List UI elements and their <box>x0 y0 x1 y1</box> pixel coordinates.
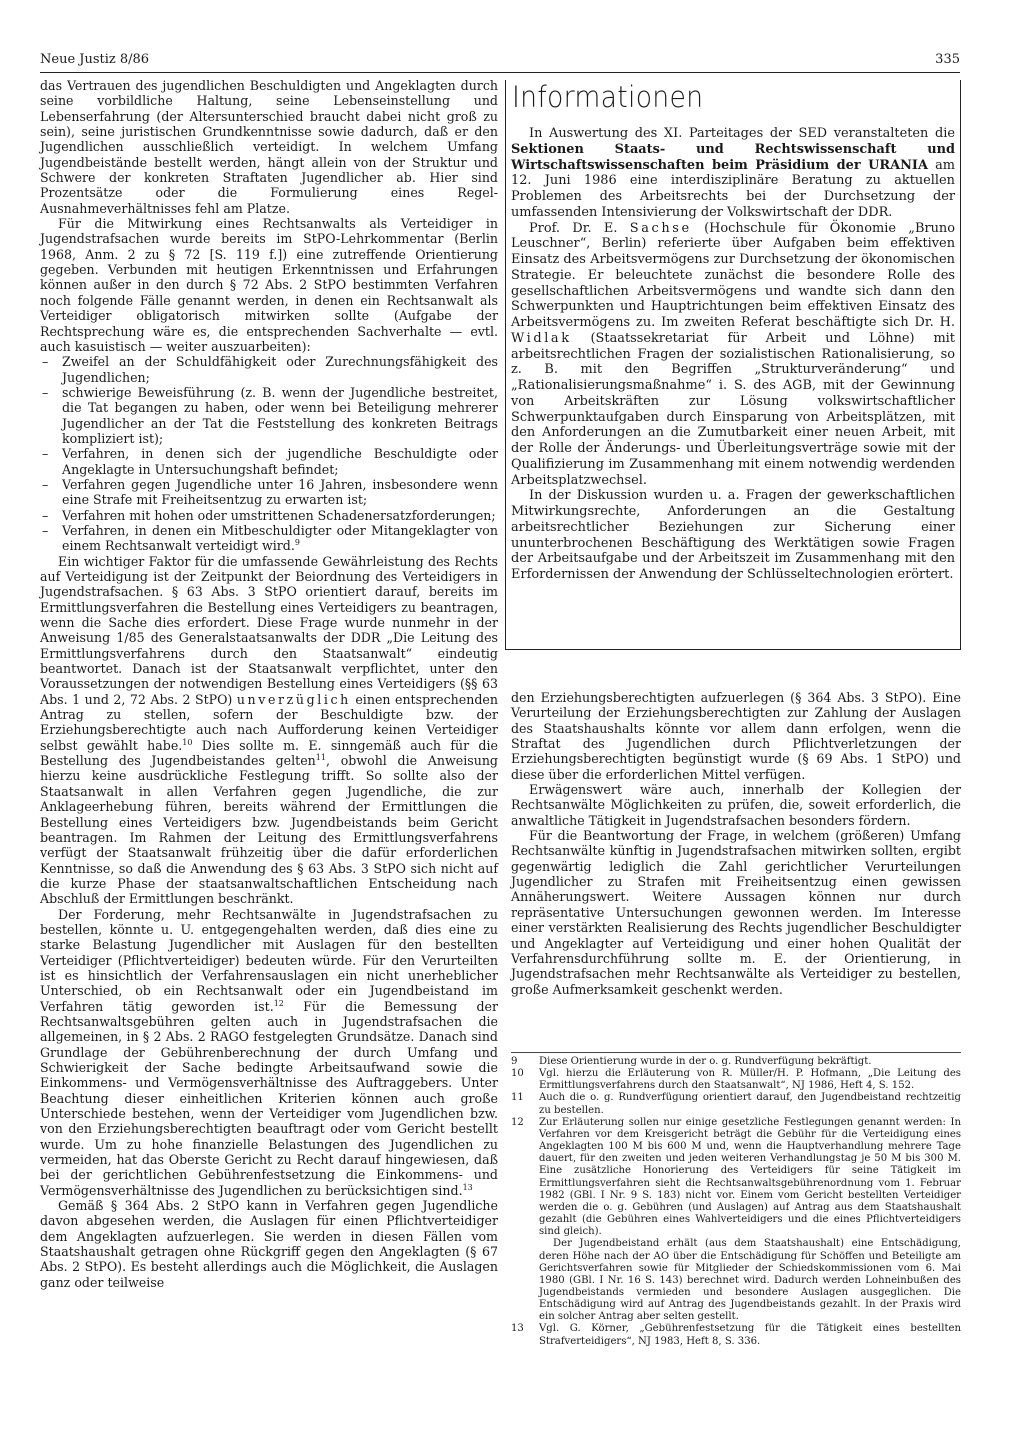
text-run: (Hochschule für Ökonomie „Bruno Leuschner“, Berlin) referierte über Aufgaben beim effektiven Einsatz des Arbeitsvermögens zur Durchsetzung der ökonomischen Strategie. Er beleuchtete zunächst die besondere Rolle des gesellschaftlichen Arbeitsvermögens und wandte sich dann den Schwerpunkten und Hauptrichtungen beim effektiven Einsatz des Arbeitsvermögens zu. Im zweiten Referat beschäftigte sich Dr. H. <box>511 220 955 330</box>
info-box-title: Informationen <box>512 80 704 114</box>
emphasis-spaced: unverzüglich <box>236 691 351 707</box>
footnote-text: Zur Erläuterung sollen nur einige gesetzliche Festlegungen genannt werden: In Verfahren vor dem Kreisgericht beträgt die Gebühr für die Verteidigung eines Angeklagten 100 M bis 600 M und, wenn die Hauptverhandlung mehrere Tage dauert, für den zweiten und jeden weiteren Verhandlungstag je 50 M bis 300 M. Eine zusätzliche Honorierung des Verteidigers für seine Tätigkeit im Ermittlungsverfahren sieht die Rechtsanwaltsgebührenordnung vom 1. Februar 1982 (GBl. I Nr. 9 S. 183) nicht vor. Einem vom Gericht bestellten Verteidiger werden die o. g. Gebühren (und Auslagen) auf Antrag aus dem Staatshaushalt gezahlt (die Gebühren eines Wahlverteidigers und die eines Pflichtverteidigers sind gleich). <box>539 1116 961 1238</box>
paragraph: das Vertrauen des jugendlichen Beschuldigten und Angeklagten durch seine vorbildliche Haltung, seine Lebenseinstellung und Lebenserfahrung (der Altersunterschied braucht dabei nicht groß zu sein), seine juristischen Grundkenntnisse sowie dadurch, daß er den Jugendlichen ausschließlich verteidigt. In welchem Umfang Jugendbeistände bestellt werden, hängt allein von der Struktur und Schwere der konkreten Straftaten Jugendlicher ab. Hier sind Prozentsätze oder die Formulierung eines Regel-Ausnahmeverhältnisses fehl am Platze. <box>40 78 498 216</box>
list-item: – schwierige Beweisführung (z. B. wenn der Jugendliche bestreitet, die Tat begangen zu haben, oder wenn bei Beteiligung mehrerer Jugendlicher an der Tat die Feststellung des konkreten Beitrags kompliziert ist); <box>40 385 498 446</box>
footnote-rule <box>511 1052 961 1053</box>
running-header <box>40 52 960 70</box>
journal-issue: Neue Justiz 8/86 <box>40 52 150 67</box>
footnote-ref: 11 <box>315 752 326 762</box>
paragraph: den Erziehungsberechtigten aufzuerlegen (§ 364 Abs. 3 StPO). Eine Verurteilung der Erziehungsberechtigten zur Zahlung der Auslagen des Staatshaushalts könnte vor allem dann erfolgen, wenn die Straftat des Jugendlichen durch Pflichtverletzungen der Erziehungsberechtigten begünstigt wurde (§ 69 Abs. 1 StPO) und diese über die erforderlichen Mittel verfügen. <box>511 690 961 782</box>
footnote-number: 12 <box>511 1116 524 1128</box>
footnote-ref: 12 <box>273 998 284 1008</box>
text-run: Dies sollte m. E. sinngemäß auch für die Bestellung des Jugendbeistandes gelten <box>40 737 498 769</box>
info-box-body <box>511 126 955 583</box>
footnote-text: Diese Orientierung wurde in der o. g. Rundverfügung bekräftigt. <box>539 1056 872 1067</box>
footnotes <box>511 1056 961 1348</box>
list-item <box>40 523 498 554</box>
paragraph: Gemäß § 364 Abs. 2 StPO kann in Verfahren gegen Jugendliche davon abgesehen werden, die Auslagen für einen Pflichtverteidiger dem Angeklagten aufzuerlegen. Sie werden in diesen Fällen vom Staatshaushalt getragen ohne Rückgriff gegen den Angeklagten (§ 67 Abs. 2 StPO). Es besteht allerdings auch die Möglichkeit, die Auslagen ganz oder teilweise <box>40 1198 498 1290</box>
paragraph: Für die Beantwortung der Frage, in welchem (größeren) Umfang Rechtsanwälte künftig in Jugendstrafsachen mitwirken sollten, ergibt gegenwärtig lediglich die Zahl gerichtlicher Verurteilungen Jugendlicher zu Strafen mit Freiheitsentzug einen gewissen Annäherungswert. Weitere Aussagen können nur durch repräsentative Untersuchungen gewonnen werden. Im Interesse einer verstärkten Realisierung des Rechts jugendlicher Beschuldigter und Angeklagter auf Verteidigung und einer hohen Qualität der Verfahrensdurchführung sollte m. E. der Orientierung, in Jugendstrafsachen mehr Rechtsanwälte als Verteidiger zu bestellen, große Aufmerksamkeit geschenkt werden. <box>511 828 961 997</box>
paragraph <box>511 126 955 221</box>
footnote <box>511 1117 961 1324</box>
footnote <box>511 1068 961 1092</box>
paragraph <box>40 907 498 1199</box>
footnote-ref: 9 <box>294 538 300 548</box>
footnote-text: Vgl. hierzu die Erläuterung von R. Müller/H. P. Hofmann, „Die Leitung des Ermittlungsverfahrens durch den Staatsanwalt“, NJ 1986, Heft 4, S. 152. <box>539 1068 961 1092</box>
person-name: Widlak <box>511 330 572 346</box>
text-run: Für die Bemessung der Rechtsanwaltsgebühren gelten auch in Jugendstrafsachen die allgemeinen, in § 2 Abs. 2 RAGO festgelegten Grundsätze. Danach sind Grundlage der Gebührenberechnung der durch Umfang und Schwierigkeit der Sache bedingte Arbeitsaufwand sowie die Einkommens- und Vermögensverhältnisse des Auftraggebers. Unter Beachtung dieser einheitlichen Kriterien können auch große Unterschiede bestehen, wenn der Verteidiger vom Jugendlichen bzw. von den Erziehungsberechtigten beauftragt oder vom Gericht bestellt wurde. Um zu hohe finanzielle Belastungen des Jugendlichen zu vermeiden, hat das Oberste Gericht zu Recht darauf hingewiesen, daß bei der gerichtlichen Gebührenfestsetzung die Einkommens- und Vermögensverhältnisse des Jugendlichen zu berücksichtigen sind. <box>40 998 498 1198</box>
person-name: Sachse <box>629 220 692 236</box>
paragraph: Für die Mitwirkung eines Rechtsanwalts als Verteidiger in Jugendstrafsachen wurde bereits im StPO-Lehrkommentar (Berlin 1968, Anm. 2 zu § 72 [S. 119 f.]) eine zutreffende Orientierung gegeben. Verbunden mit heutigen Erkenntnissen und Erfahrungen können außer in den durch § 72 Abs. 2 StPO bestimmten Verfahren noch folgende Fälle genannt werden, in denen ein Rechtsanwalt als Verteidiger obligatorisch mitwirken sollte (Aufgabe der Rechtsprechung wäre es, die entsprechenden Sachverhalte — evtl. auch kasuistisch — weiter auszuarbeiten): <box>40 216 498 354</box>
footnote-number: 10 <box>511 1068 524 1080</box>
header-rule <box>40 72 960 73</box>
text-run: , obwohl die Anweisung hierzu keine ausdrückliche Festlegung trifft. So sollte also der Staatsanwalt in allen Verfahren gegen Jugendliche, die zur Anklageerhebung führen, bereits während der Ermittlungen die Bestellung eines Verteidigers bzw. Jugendbeistands beim Gericht beantragen. Im Rahmen der Leitung des Ermittlungsverfahrens verfügt der Staatsanwalt frühzeitig über die dafür erforderlichen Kenntnisse, so daß die Anwendung des § 63 Abs. 3 StPO sich nicht auf die kurze Phase der staatsanwaltschaftlichen Entscheidung nach Abschluß der Ermittlungen beschränkt. <box>40 753 498 907</box>
paragraph <box>511 221 955 489</box>
paragraph: Erwägenswert wäre auch, innerhalb der Kollegien der Rechtsanwälte Möglichkeiten zu prüfen, die, soweit erforderlich, die anwaltliche Tätigkeit in Jugendstrafsachen besonders fördern. <box>511 782 961 828</box>
footnote <box>511 1092 961 1116</box>
footnote <box>511 1056 961 1068</box>
list-item: – Verfahren, in denen sich der jugendliche Beschuldigte oder Angeklagte in Untersuchungshaft befindet; <box>40 446 498 477</box>
footnote-text: Vgl. G. Körner, „Gebührenfestsetzung für die Tätigkeit eines bestellten Strafverteidigers“, NJ 1983, Heft 8, S. 336. <box>539 1323 961 1347</box>
text-run: einen entsprechenden Antrag zu stellen, sofern der Beschuldigte bzw. der Erziehungsberechtigte auch nach Aufforderung keinen Verteidiger selbst gewählt habe. <box>40 691 498 753</box>
footnote-number: 9 <box>511 1056 518 1067</box>
right-column <box>511 690 961 997</box>
list-item-text: Verfahren, in denen ein Mitbeschuldigter oder Mitangeklagter von einem Rechtsanwalt verteidigt wird. <box>62 522 498 554</box>
footnote-text: Der Jugendbeistand erhält (aus dem Staatshaushalt) eine Entschädigung, deren Höhe nach der AO über die Entschädigung für Schöffen und Beteiligte am Gerichtsverfahren sowie für Mitglieder der Schiedskommissionen vom 6. Mai 1980 (GBl. I Nr. 16 S. 143) berechnet wird. Dadurch werden Lohneinbußen des Jugendbeistands vermieden und besondere Auslagen ausgeglichen. Die Entschädigung wird auf Antrag des Jugendbeistands gezahlt. In der Praxis wird ein solcher Antrag aber selten gestellt. <box>539 1238 961 1323</box>
paragraph <box>40 554 498 907</box>
paragraph: In der Diskussion wurden u. a. Fragen der gewerkschaftlichen Mitwirkungsrechte, Anforderungen an die Gestaltung arbeitsrechtlicher Beziehungen zur Sicherung einer ununterbrochenen Beschäftigung des Werktätigen sowie Fragen der Arbeitsaufgabe und der Arbeitszeit im Zusammenhang mit den Erfordernissen der Anwendung der Schlüsseltechnologien erörtert. <box>511 488 955 582</box>
text-run: Prof. Dr. E. <box>529 220 618 236</box>
text-run: Ein wichtiger Faktor für die umfassende Gewährleistung des Rechts auf Verteidigung ist der Zeitpunkt der Beiordnung des Verteidigers in Jugendstrafsachen. § 63 Abs. 3 StPO orientiert darauf, bereits im Ermittlungsverfahren die Bestellung eines Verteidigers zu beantragen, wenn die Sache dies erfordert. Diese Frage wurde nunmehr in der Anweisung 1/85 des Generalstaatsanwalts der DDR „Die Leitung des Ermittlungsverfahrens durch den Staatsanwalt“ eindeutig beantwortet. Danach ist der Staatsanwalt verpflichtet, unter den Voraussetzungen der notwendigen Bestellung eines Verteidigers (§§ 63 Abs. 1 und 2, 72 Abs. 2 StPO) <box>40 553 498 707</box>
bold-text: Sektionen Staats- und Rechtswissenschaft und Wirtschaftswissenschaften beim Präsidium der URANIA <box>511 141 955 173</box>
text-run: In Auswertung des XI. Parteitages der SED veranstalteten die <box>529 126 955 141</box>
list-item: – Zweifel an der Schuldfähigkeit oder Zurechnungsfähigkeit des Jugendlichen; <box>40 354 498 385</box>
text-run: Der Forderung, mehr Rechtsanwälte in Jugendstrafsachen zu bestellen, könnte u. U. entgegengehalten werden, daß dies eine zu starke Belastung Jugendlicher mit Auslagen für den bestellten Verteidiger (Pflichtverteidiger) bedeuten würde. Für den Verurteilten ist es hinsichtlich der Verfahrensauslagen ein nicht unerheblicher Unterschied, ob ein Rechtsanwalt oder ein Jugendbeistand im Verfahren tätig geworden ist. <box>40 906 498 1014</box>
footnote-ref: 13 <box>462 1182 473 1192</box>
case-list <box>40 354 498 553</box>
footnote-text: Auch die o. g. Rundverfügung orientiert darauf, den Jugendbeistand rechtzeitig zu bestellen. <box>539 1092 961 1116</box>
footnote <box>511 1323 961 1347</box>
list-item: – Verfahren mit hohen oder umstrittenen Schadenersatzforderungen; <box>40 508 498 523</box>
page-number: 335 <box>935 52 960 67</box>
footnote-number: 11 <box>511 1092 524 1104</box>
text-run: am 12. Juni 1986 eine interdisziplinäre Beratung zu aktuellen Problemen des Arbeitsrechts bei der Durchsetzung der umfassenden Intensivierung der Volkswirtschaft der DDR. <box>511 157 955 220</box>
list-item: – Verfahren gegen Jugendliche unter 16 Jahren, insbesondere wenn eine Strafe mit Freiheitsentzug zu erwarten ist; <box>40 477 498 508</box>
footnote-number: 13 <box>511 1323 524 1335</box>
footnote-ref: 10 <box>182 737 193 747</box>
text-run: (Staatssekretariat für Arbeit und Löhne) mit arbeitsrechtlichen Fragen der sozialistischen Rationalisierung, so z. B. mit den Begriffen „Strukturveränderung“ und „Rationalisierungsmaßnahme“ i. S. des AGB, mit der Gewinnung von Arbeitskräften zur Lösung volkswirtschaftlicher Schwerpunktaufgaben durch Einsparung von Arbeitsplätzen, mit den Anforderungen an die Zumutbarkeit einer neuen Arbeit, mit der Rolle der Änderungs- und Überleitungsverträge sowie mit der Qualifizierung im Zusammenhang mit einem notwendig werdenden Arbeitsplatzwechsel. <box>511 330 955 488</box>
left-column <box>40 78 498 1290</box>
